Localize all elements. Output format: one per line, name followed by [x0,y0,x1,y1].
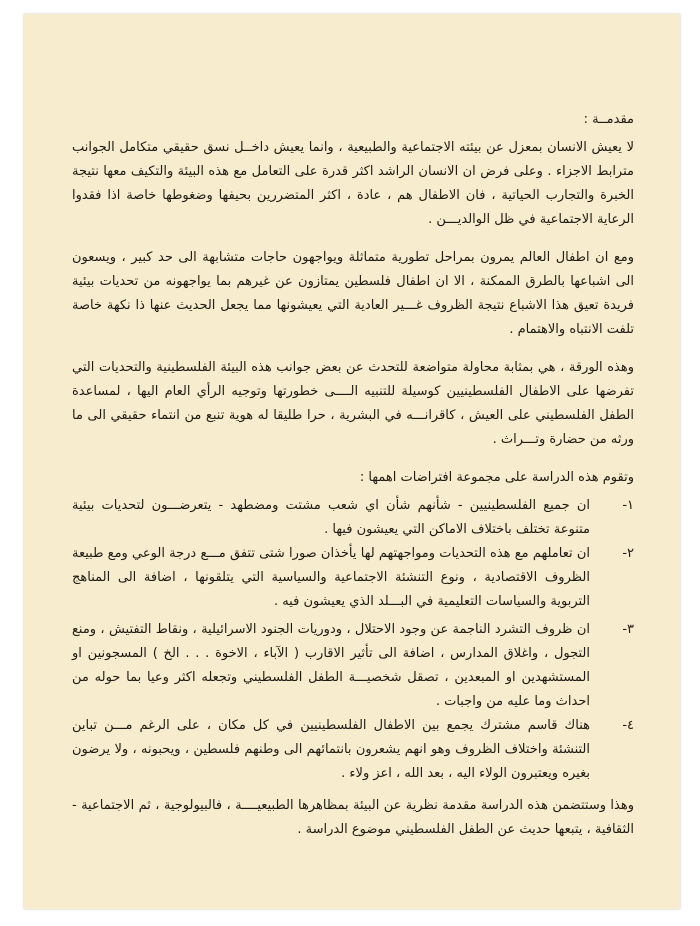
paragraph-2: ومع ان اطفال العالم يمرون بمراحل تطورية متماثلة ويواجهون حاجات متشابهة الى حد كبير ، ويسعون الى اشباعها بالطرق الممكنة ، الا ان اطفال فلسطين يمتازون عن غيرهم بما يواجهونه من تحديات بيئية فريدة تعيق هذا الاشباع نتيجة الظروف غـــير العادية التي يعيشونها مما يجعل الحديث عنها ذا نكهة خاصة تلفت الانتباه والاهتمام . [72,250,634,337]
closing-paragraph: وهذا وستتضمن هذه الدراسة مقدمة نظرية عن البيئة بمظاهرها الطبيعيــــة ، فالبيولوجية ، ثم الاجتماعية - الثقافية ، يتبعها حديث عن الطفل الفلسطيني موضوع الدراسة . [72,798,634,837]
list-item-text: ان جميع الفلسطينيين - شأنهم شأن اي شعب مشتت ومضطهد - يتعرضـــون لتحديات بيئية متنوعة تختلف باختلاف الاماكن التي يعيشون فيها . [72,498,590,537]
list-item [72,714,634,786]
list-item-text: هناك قاسم مشترك يجمع بين الاطفال الفلسطينيين في كل مكان ، على الرغم مـــن تباين التنشئة واختلاف الظروف وهو انهم يشعرون بانتمائهم الى وطنهم فلسطين ، ويحبونه ، ولا يرضون بغيره ويعتبرون الولاء اليه ، بعد الله ، اعز ولاء . [72,718,590,781]
paper-sheet [24,14,680,909]
paragraph-3: وهذه الورقة ، هي بمثابة محاولة متواضعة للتحدث عن بعض جوانب هذه البيئة الفلسطينية والتحديات التي تفرضها على الاطفال الفلسطينيين كوسيلة للتنبيه الــــى خطورتها وتوجيه الرأي العام اليها ، لمساعدة الطفل الفلسطيني على العيش ، كاقرانـــه في البشرية ، حرا طليقا له هوية تنبع من انتماء حقيقي الى ما ورثه من حضارة وتـــراث . [72,360,634,447]
list-item [72,494,634,542]
list-item-number: ٤- [622,718,634,733]
list-item-number: ١- [622,498,634,513]
list-item-text: ان ظروف التشرد الناجمة عن وجود الاحتلال ، ودوريات الجنود الاسرائيلية ، ونقاط التفتيش ، ومنع التجول ، واغلاق المدارس ، اضافة الى تأثير الاقارب ( الآباء ، الاخوة . . . الخ ) المسجونين او المستشهدين او المبعدين ، تصقل شخصيـــة الطفل الفلسطيني وتجعله اكثر وعيا بما حوله من احداث وما عليه من واجبات . [72,622,590,709]
list-item-number: ٢- [622,546,634,561]
list-item [72,542,634,614]
paragraph-4: وتقوم هذه الدراسة على مجموعة افتراضات اهمها : [359,470,634,485]
list-item-number: ٣- [622,622,634,637]
list-item-text: ان تعاملهم مع هذه التحديات ومواجهتهم لها يأخذان صورا شتى تتفق مـــع درجة الوعي ومع طبيعة الظروف الاقتصادية ، ونوع التنشئة الاجتماعية والسياسية التي يتلقونها ، اضافة الى المناهج التربوية والسياسات التعليمية في البـــلد الذي يعيشون فيه . [72,546,590,609]
paragraph-1: لا يعيش الانسان بمعزل عن بيئته الاجتماعية والطبيعية ، وانما يعيش داخــل نسق حقيقي متكامل الجوانب مترابط الاجزاء . وعلى فرض ان الانسان الراشد اكثر قدرة على التعامل مع هذه البيئة والتكيف معها نتيجة الخبرة والتجارب الحياتية ، فان الاطفال هم ، عادة ، اكثر المتضررين بحيفها وضغوطها خاصة اذا فقدوا الرعاية الاجتماعية في ظل الوالديـــن . [72,140,634,227]
document-heading: مقدمــة : [583,112,634,127]
list-item [72,618,634,714]
document-body [72,108,634,856]
